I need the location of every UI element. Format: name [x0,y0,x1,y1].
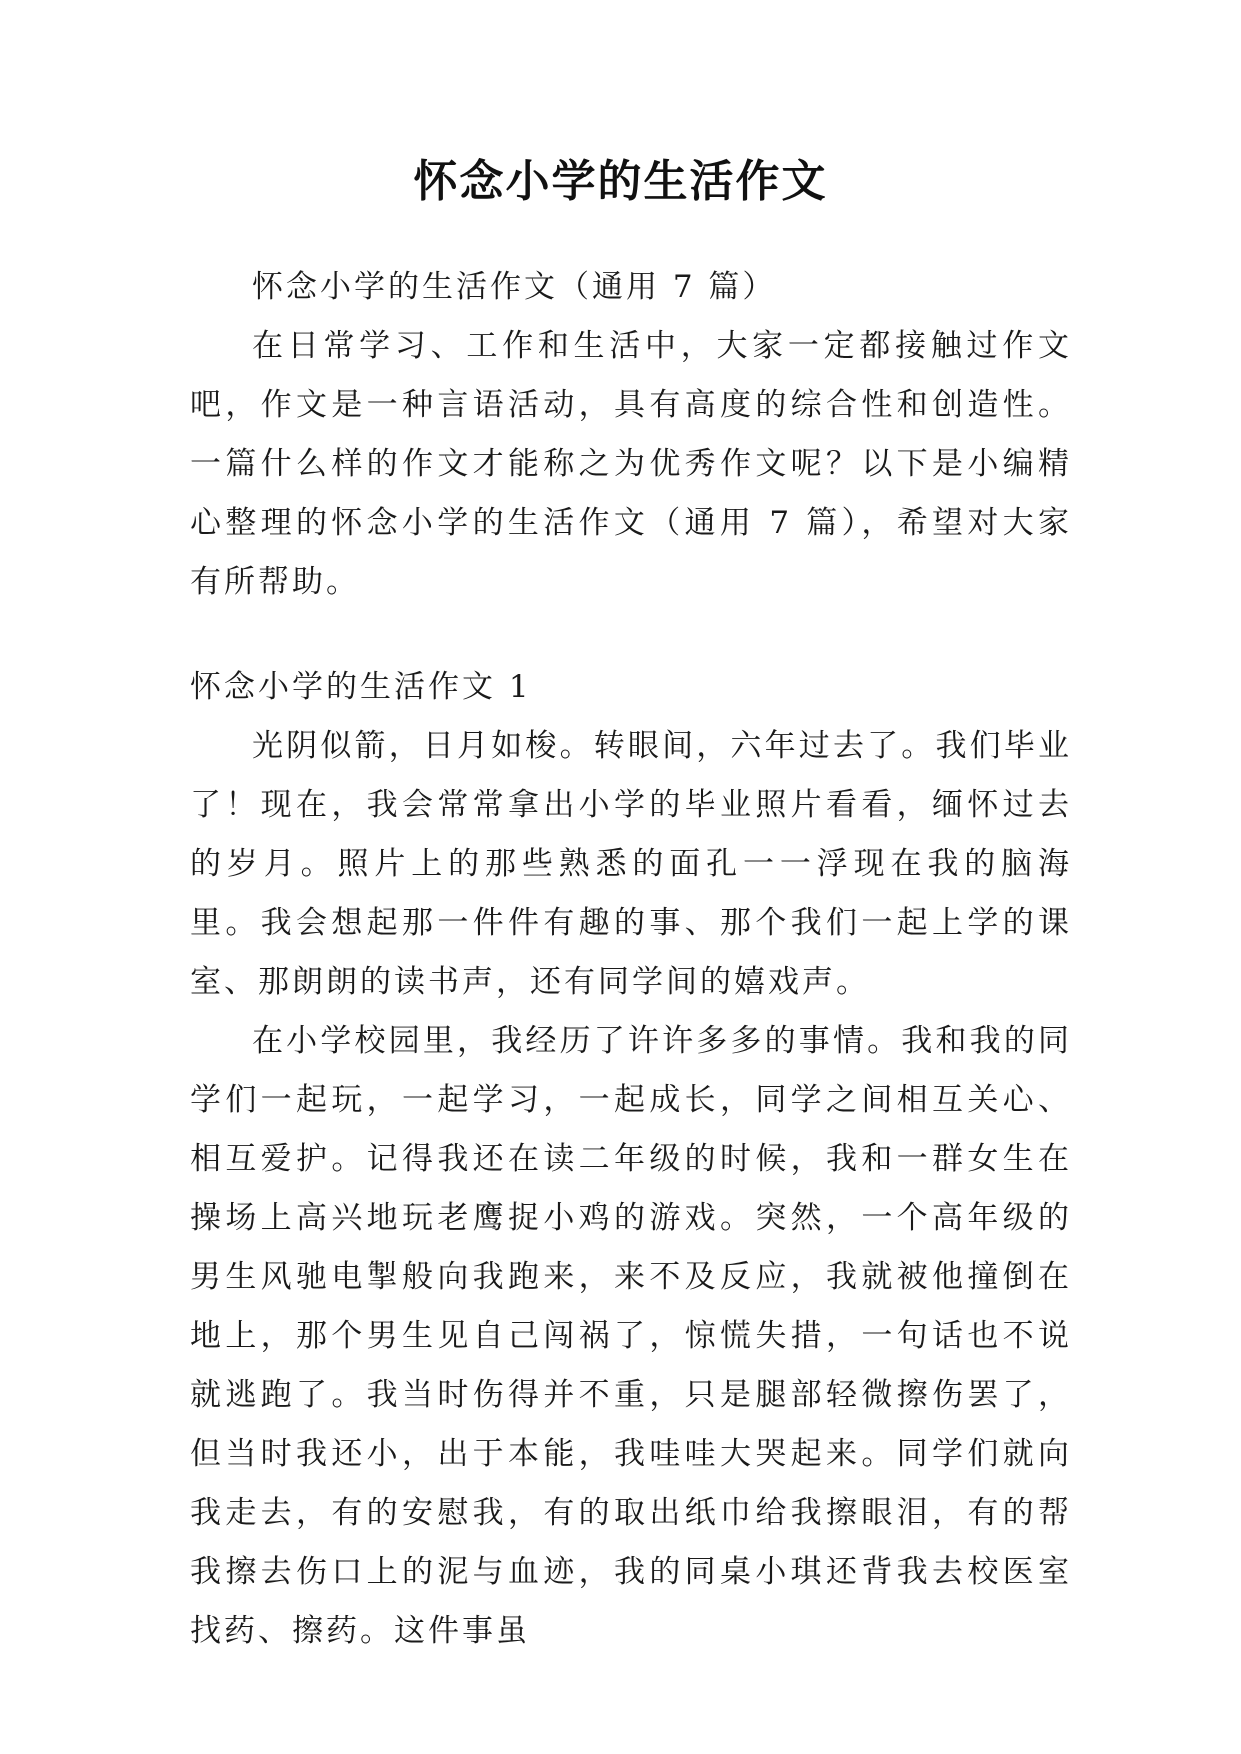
body-paragraph-2: 在小学校园里，我经历了许许多多的事情。我和我的同学们一起玩，一起学习，一起成长，同学之间相互关心、相互爱护。记得我还在读二年级的时候，我和一群女生在操场上高兴地玩老鹰捉小鸡的游戏。突然，一个高年级的男生风驰电掣般向我跑来，来不及反应，我就被他撞倒在地上，那个男生见自己闯祸了，惊慌失措，一句话也不说就逃跑了。我当时伤得并不重，只是腿部轻微擦伤罢了，但当时我还小，出于本能，我哇哇大哭起来。同学们就向我走去，有的安慰我，有的取出纸巾给我擦眼泪，有的帮我擦去伤口上的泥与血迹，我的同桌小琪还背我去校医室找药、擦药。这件事虽 [190,1023,1072,1649]
intro-paragraph: 在日常学习、工作和生活中，大家一定都接触过作文吧，作文是一种言语活动，具有高度的综合性和创造性。一篇什么样的作文才能称之为优秀作文呢？以下是小编精心整理的怀念小学的生活作文（通用 7 篇），希望对大家有所帮助。 [190,328,1072,600]
document-subtitle: 怀念小学的生活作文（通用 7 篇） [252,269,777,305]
section-heading: 怀念小学的生活作文 1 [190,669,532,705]
body-paragraph-1: 光阴似箭，日月如梭。转眼间，六年过去了。我们毕业了！现在，我会常常拿出小学的毕业照片看看，缅怀过去的岁月。照片上的那些熟悉的面孔一一浮现在我的脑海里。我会想起那一件件有趣的事、那个我们一起上学的课室、那朗朗的读书声，还有同学间的嬉戏声。 [190,728,1072,1000]
section-gap [190,612,1072,658]
document-title: 怀念小学的生活作文 [413,156,828,207]
document-body [190,258,1072,1661]
